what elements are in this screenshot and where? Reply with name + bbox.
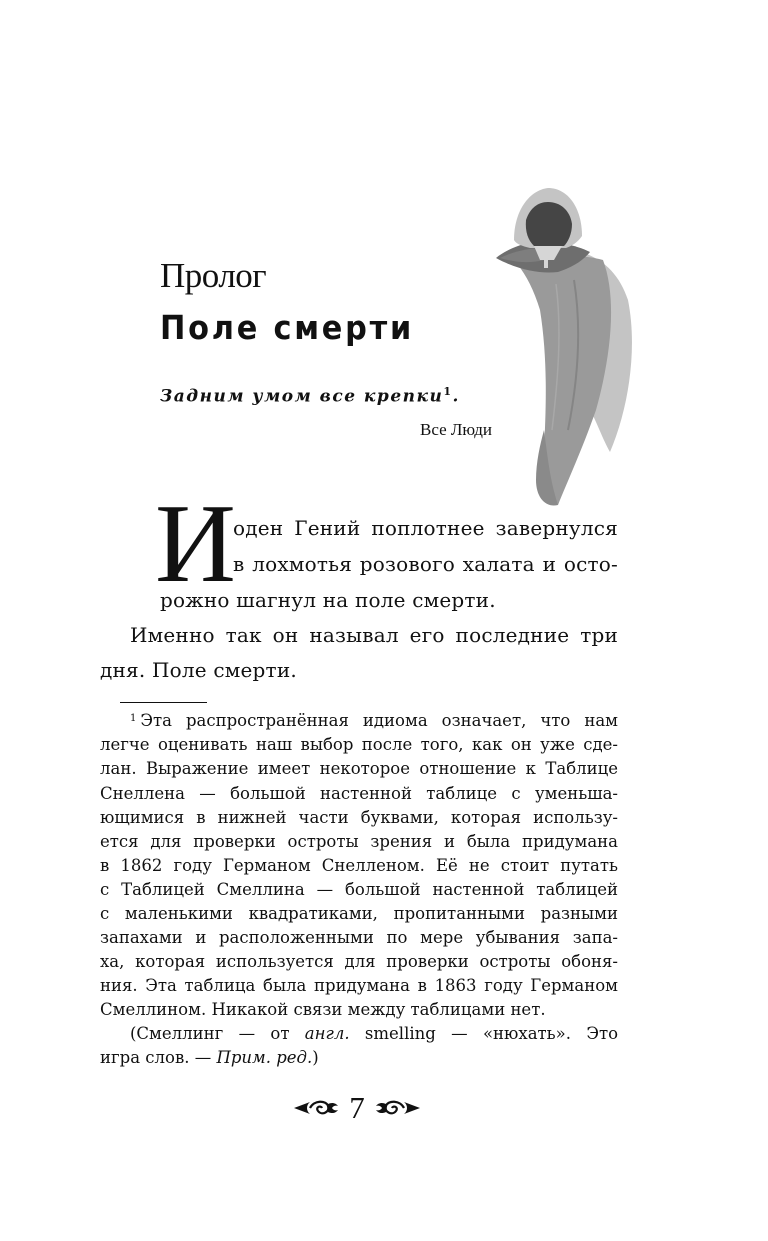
hooded-cloaked-figure-icon (496, 188, 632, 506)
epigraph-text: Задним умом все крепки (160, 386, 444, 407)
footnote-line: ется для проверки остроты зрения и была придумана (100, 834, 618, 851)
footnote-marker: 1 (130, 713, 137, 724)
epigraph-author: Все Люди (420, 420, 493, 439)
footnote-line: запахами и расположенными по мере убывания запа- (100, 930, 618, 947)
footnote-line: лан. Выражение имеет некоторое отношение к Таблице (100, 761, 618, 778)
epigraph (160, 385, 460, 407)
chapter-title: Поле смерти (160, 308, 415, 347)
footnote-line: ющимися в нижней части буквами, которая использу- (100, 810, 618, 827)
chapter-label: Пролог (160, 256, 267, 295)
body-line: рожно шагнул на поле смерти. (160, 588, 496, 612)
footnote-line: $^1$ Эта распространённая идиома означает, что нам (130, 713, 618, 730)
footnote-separator (120, 702, 207, 703)
page-number: 7 (349, 1090, 365, 1125)
footnote-line: ния. Эта таблица была придумана в 1863 году Германом (100, 978, 618, 995)
footnote-editor-note: (Смеллинг — от англ. smelling — «нюхать». Это (130, 1026, 618, 1043)
epigraph-dot: . (452, 386, 460, 407)
footnote-editor-note-end: игра слов. — Прим. ред.) (100, 1050, 319, 1067)
footnote-line: с маленькими квадратиками, пропитанными разными (100, 906, 618, 923)
hooded-figure-illustration (478, 180, 658, 515)
right-swirl-ornament-icon (374, 1096, 422, 1120)
footnote-line: легче оценивать наш выбор после того, как он уже сде- (100, 737, 618, 754)
page-footer (292, 1090, 422, 1126)
footnote-line: ха, которая используется для проверки остроты обоня- (100, 954, 618, 971)
body-line: в лохмотья розового халата и осто- (233, 552, 618, 576)
epigraph-footnote-marker: 1 (443, 385, 453, 398)
footnote-line: Смеллином. Никакой связи между таблицами нет. (100, 1002, 546, 1019)
drop-cap: И (155, 482, 236, 606)
body-line: Именно так он называл его последние три (130, 623, 618, 647)
body-line: дня. Поле смерти. (100, 658, 297, 682)
body-line: оден Гений поплотнее завернулся (233, 516, 618, 540)
footnote-line: с Таблицей Смеллина — большой настенной таблицей (100, 882, 618, 899)
footnote-line: в 1862 году Германом Снелленом. Её не стоит путать (100, 858, 618, 875)
footnote-line: Снеллена — большой настенной таблице с уменьша- (100, 786, 618, 803)
